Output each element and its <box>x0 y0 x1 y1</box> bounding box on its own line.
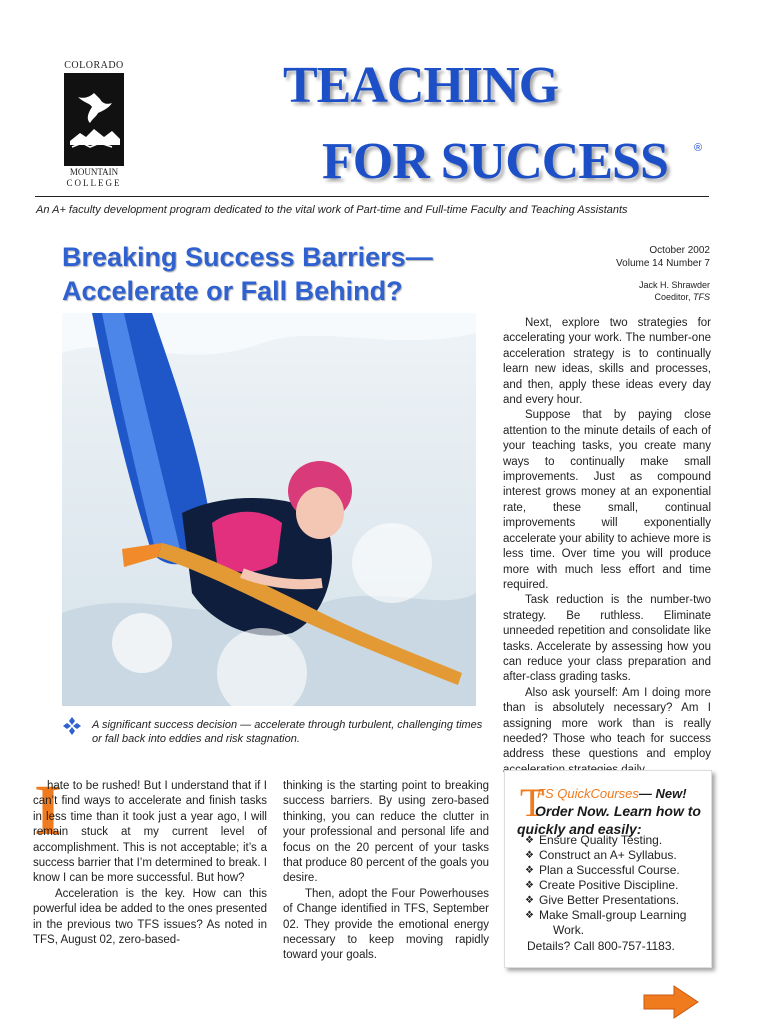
caption-text: A significant success decision — accelerate through turbulent, challenging times or fall back into eddies and risk stagnation. <box>92 719 483 745</box>
logo-bottom-text <box>60 167 128 189</box>
masthead-title-line1: TEACHING <box>283 57 559 114</box>
logo-line-college: COLLEGE <box>66 178 122 188</box>
list-item-text: Make Small-group Learning <box>539 908 687 922</box>
list-item: ❖ Construct an A+ Syllabus. <box>525 848 710 863</box>
col2-paragraph-2: Then, adopt the Four Powerhouses of Change identified in TFS, September 02. They provide the emotional energy necessary to keep moving rapidly toward your goals. <box>283 887 489 962</box>
logo-eagle-mountain-image <box>64 73 124 166</box>
logo-line-mountain: MOUNTAIN <box>69 167 119 177</box>
sidebar-course-list <box>525 833 710 938</box>
headline-line2: Accelerate or Fall Behind? <box>62 276 403 306</box>
col2-paragraph-1: thinking is the starting point to breaking success barriers. By using zero-based thinking, you can reduce the clutter in your professional and personal life and focus on the 20 percent of your tasks that produce 80 percent of the goals you desire. <box>283 780 489 885</box>
col1-paragraph-1-text: hate to be rushed! But I understand that if I can’t find ways to accelerate and finish tasks in less time than it took just a year ago, I will remain stuck at my current level of accomplishment. This is not acceptable; it’s a success barrier that I’m determined to break. I know I can be more successful. But how? <box>33 780 267 885</box>
author-name: Jack H. Shrawder <box>638 280 710 290</box>
issue-info <box>616 244 710 270</box>
sidebar-new-label: — New! <box>638 786 687 801</box>
right-paragraph-1: Next, explore two strategies for accelerating your work. The number-one acceleration strategy is to continually learn new ideas, skills and processes, and then, apply these ideas every day and every hour. <box>503 317 711 407</box>
quickcourses-sidebar <box>504 770 712 968</box>
next-page-arrow-icon[interactable] <box>640 984 702 1020</box>
sidebar-drop-t: T <box>520 780 545 825</box>
column-1 <box>33 770 268 948</box>
issue-volume: Volume 14 Number 7 <box>616 258 710 269</box>
sidebar-heading-line3: quickly and easily: <box>517 821 642 837</box>
right-paragraph-3: Task reduction is the number-two strategy. Be ruthless. Eliminate unneeded repetition and consolidate like tasks. Accelerate by assessing how you can reduce your class preparation and after-class grading tasks. <box>503 594 711 684</box>
list-item: ❖ Plan a Successful Course. <box>525 863 710 878</box>
right-column <box>503 316 711 778</box>
masthead-rule <box>35 196 709 197</box>
headline-line1: Breaking Success Barriers— <box>62 242 433 272</box>
list-item <box>525 908 710 938</box>
college-logo <box>60 60 128 188</box>
list-item: ❖ Create Positive Discipline. <box>525 878 710 893</box>
sidebar-heading-line1 <box>537 785 687 803</box>
author-role-em: TFS <box>693 292 710 302</box>
author-info <box>639 279 710 303</box>
col1-paragraph-2: Acceleration is the key. How can this powerful idea be added to the ones presented in the previous two TFS issues? As noted in TFS, August 02, zero-based- <box>33 887 268 947</box>
kayaker-photo <box>62 313 476 706</box>
right-paragraph-4: Also ask yourself: Am I doing more than is absolutely necessary? Am I assigning more work than is really needed? Those who teach for success address these questions and employ <box>503 686 711 761</box>
author-role <box>639 291 710 303</box>
masthead-title-line2: FOR SUCCESS <box>322 133 668 190</box>
col1-paragraph-1 <box>33 770 267 887</box>
article-headline <box>62 240 433 308</box>
sidebar-details: Details? Call 800-757-1183. <box>527 939 675 953</box>
list-item: ❖ Give Better Presentations. <box>525 893 710 908</box>
sidebar-product-name: FS QuickCourses <box>537 786 639 801</box>
list-item-continuation: Work. <box>553 923 585 937</box>
tagline: An A+ faculty development program dedicated to the vital work of Part-time and Full-time Faculty and Teaching Assistants <box>36 204 628 216</box>
list-item: ❖ Ensure Quality Testing. <box>525 833 710 848</box>
sidebar-heading-line2: Order Now. Learn how to <box>535 803 701 819</box>
column-2 <box>283 779 489 964</box>
caption-bullet-icon <box>62 716 82 736</box>
registered-mark: ® <box>694 142 703 154</box>
issue-date: October 2002 <box>649 245 710 256</box>
drop-cap: I <box>34 770 63 850</box>
author-role-text: Coeditor, <box>654 292 693 302</box>
right-paragraph-2: Suppose that by paying close attention to the minute details of each of your teaching tasks, you create many ways to continually make small improvements. Just as compound interest grows money at an exponential rate, these small, continual improvements will exponentially accelerate your ability to achieve more is less time. Over time you will produce more with much less effort and time required. <box>503 409 711 591</box>
logo-top-text: COLORADO <box>64 60 124 71</box>
